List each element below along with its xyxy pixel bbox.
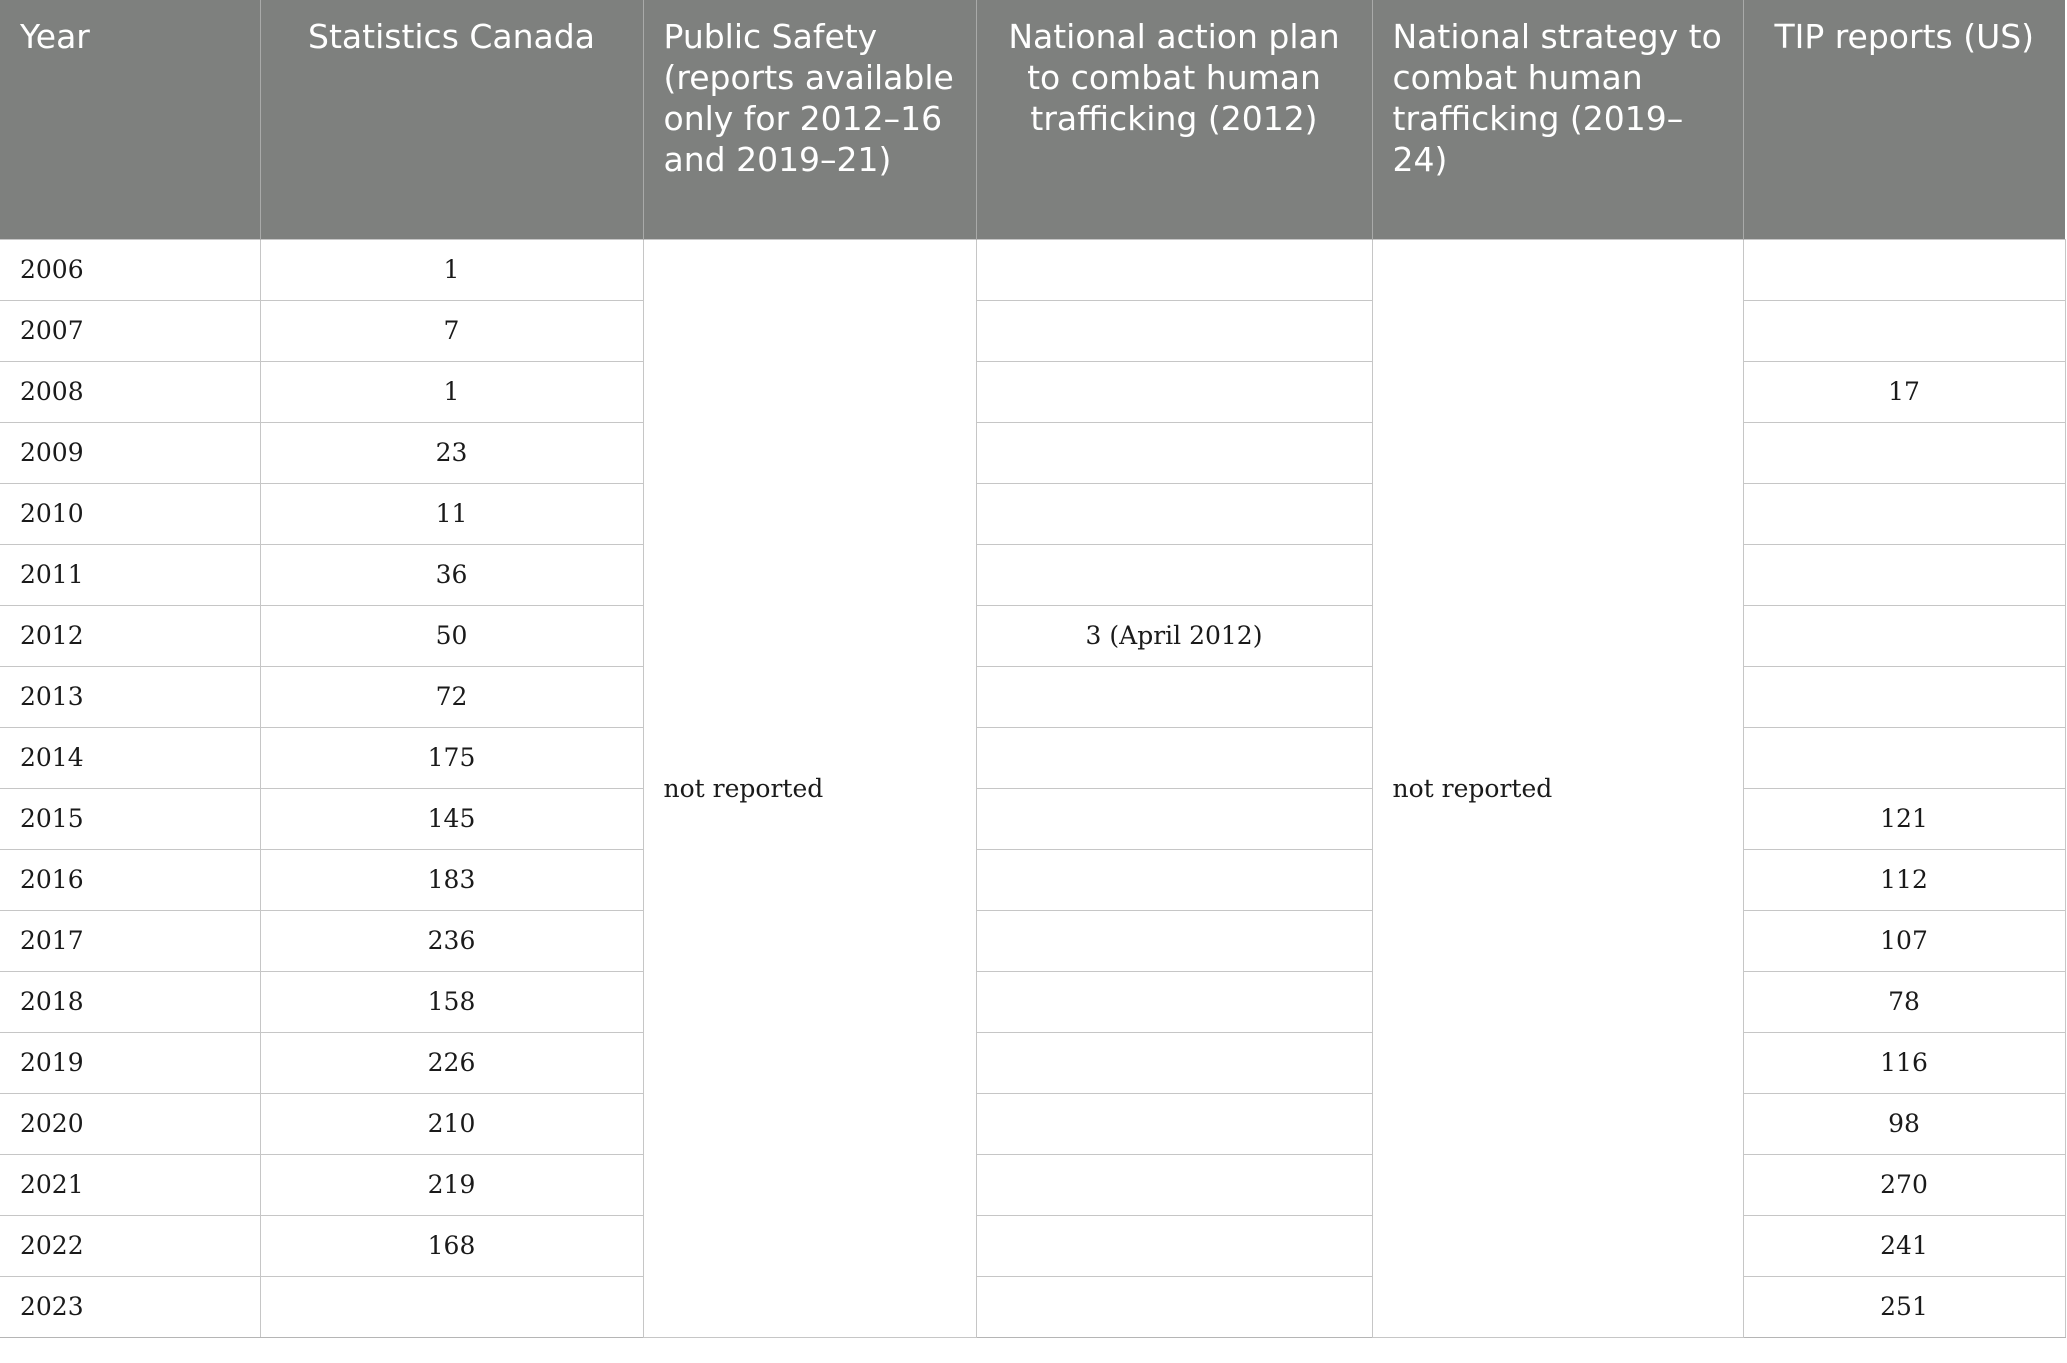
- cell-tip-reports: [1743, 422, 2065, 483]
- cell-tip-reports: [1743, 300, 2065, 361]
- cell-year: 2007: [0, 300, 260, 361]
- cell-statistics-canada: 226: [260, 1032, 643, 1093]
- table-row: [0, 1276, 2065, 1337]
- cell-tip-reports: 17: [1743, 361, 2065, 422]
- cell-statistics-canada: 183: [260, 849, 643, 910]
- table-row: [0, 910, 2065, 971]
- cell-year: 2016: [0, 849, 260, 910]
- cell-statistics-canada: 175: [260, 727, 643, 788]
- table-header: [0, 0, 2065, 239]
- cell-national-action-plan: [976, 361, 1372, 422]
- cell-year: 2008: [0, 361, 260, 422]
- cell-national-action-plan: [976, 666, 1372, 727]
- cell-year: 2011: [0, 544, 260, 605]
- table-row: [0, 605, 2065, 666]
- cell-national-action-plan: [976, 300, 1372, 361]
- cell-year: 2012: [0, 605, 260, 666]
- cell-statistics-canada: 1: [260, 361, 643, 422]
- cell-national-action-plan: [976, 1093, 1372, 1154]
- cell-national-action-plan: [976, 239, 1372, 300]
- table-row: [0, 971, 2065, 1032]
- cell-statistics-canada: 36: [260, 544, 643, 605]
- header-tip-reports: TIP reports (US): [1743, 0, 2065, 239]
- header-row: [0, 0, 2065, 239]
- cell-year: 2015: [0, 788, 260, 849]
- table-row: [0, 1215, 2065, 1276]
- cell-national-action-plan: [976, 1154, 1372, 1215]
- table-row: [0, 788, 2065, 849]
- table-row: [0, 483, 2065, 544]
- cell-year: 2009: [0, 422, 260, 483]
- cell-year: 2018: [0, 971, 260, 1032]
- header-year: Year: [0, 0, 260, 239]
- cell-national-action-plan: [976, 1215, 1372, 1276]
- table-row: [0, 666, 2065, 727]
- cell-tip-reports: 251: [1743, 1276, 2065, 1337]
- cell-statistics-canada: 158: [260, 971, 643, 1032]
- cell-tip-reports: 112: [1743, 849, 2065, 910]
- cell-year: 2019: [0, 1032, 260, 1093]
- cell-year: 2013: [0, 666, 260, 727]
- cell-tip-reports: 121: [1743, 788, 2065, 849]
- cell-national-action-plan: [976, 971, 1372, 1032]
- cell-national-action-plan: [976, 788, 1372, 849]
- cell-national-action-plan: [976, 910, 1372, 971]
- cell-year: 2010: [0, 483, 260, 544]
- cell-statistics-canada: 210: [260, 1093, 643, 1154]
- table-row: [0, 239, 2065, 300]
- cell-statistics-canada: 50: [260, 605, 643, 666]
- cell-public-safety: not reported: [643, 239, 976, 1337]
- table-row: [0, 1093, 2065, 1154]
- cell-tip-reports: [1743, 483, 2065, 544]
- cell-statistics-canada: 11: [260, 483, 643, 544]
- cell-statistics-canada: 23: [260, 422, 643, 483]
- table-row: [0, 544, 2065, 605]
- cell-tip-reports: [1743, 239, 2065, 300]
- cell-tip-reports: [1743, 666, 2065, 727]
- table-row: [0, 300, 2065, 361]
- cell-tip-reports: 107: [1743, 910, 2065, 971]
- cell-national-action-plan: [976, 1032, 1372, 1093]
- header-public-safety: Public Safety (reports available only for 2012–16 and 2019–21): [643, 0, 976, 239]
- header-statistics-canada: Statistics Canada: [260, 0, 643, 239]
- cell-year: 2021: [0, 1154, 260, 1215]
- cell-year: 2014: [0, 727, 260, 788]
- cell-tip-reports: [1743, 605, 2065, 666]
- cell-year: 2023: [0, 1276, 260, 1337]
- table-row: [0, 422, 2065, 483]
- cell-tip-reports: 241: [1743, 1215, 2065, 1276]
- cell-national-action-plan: [976, 544, 1372, 605]
- cell-year: 2006: [0, 239, 260, 300]
- cell-statistics-canada: 168: [260, 1215, 643, 1276]
- cell-statistics-canada: 145: [260, 788, 643, 849]
- cell-statistics-canada: 219: [260, 1154, 643, 1215]
- header-national-action-plan: National action plan to combat human trafficking (2012): [976, 0, 1372, 239]
- cell-statistics-canada: 236: [260, 910, 643, 971]
- cell-statistics-canada: 1: [260, 239, 643, 300]
- cell-statistics-canada: 7: [260, 300, 643, 361]
- cell-tip-reports: 78: [1743, 971, 2065, 1032]
- cell-tip-reports: 98: [1743, 1093, 2065, 1154]
- table-body: [0, 239, 2065, 1337]
- cell-national-action-plan: [976, 483, 1372, 544]
- cell-national-action-plan: [976, 849, 1372, 910]
- header-national-strategy: National strategy to combat human trafficking (2019–24): [1372, 0, 1743, 239]
- cell-national-action-plan: [976, 422, 1372, 483]
- cell-tip-reports: [1743, 727, 2065, 788]
- cell-year: 2017: [0, 910, 260, 971]
- cell-statistics-canada: [260, 1276, 643, 1337]
- table-row: [0, 849, 2065, 910]
- table-row: [0, 361, 2065, 422]
- cell-tip-reports: [1743, 544, 2065, 605]
- cell-tip-reports: 270: [1743, 1154, 2065, 1215]
- cell-year: 2020: [0, 1093, 260, 1154]
- cell-national-action-plan: 3 (April 2012): [976, 605, 1372, 666]
- cell-national-action-plan: [976, 1276, 1372, 1337]
- table-row: [0, 1154, 2065, 1215]
- cell-national-action-plan: [976, 727, 1372, 788]
- table-row: [0, 1032, 2065, 1093]
- cell-statistics-canada: 72: [260, 666, 643, 727]
- cell-national-strategy: not reported: [1372, 239, 1743, 1337]
- cell-tip-reports: 116: [1743, 1032, 2065, 1093]
- cell-year: 2022: [0, 1215, 260, 1276]
- table-row: [0, 727, 2065, 788]
